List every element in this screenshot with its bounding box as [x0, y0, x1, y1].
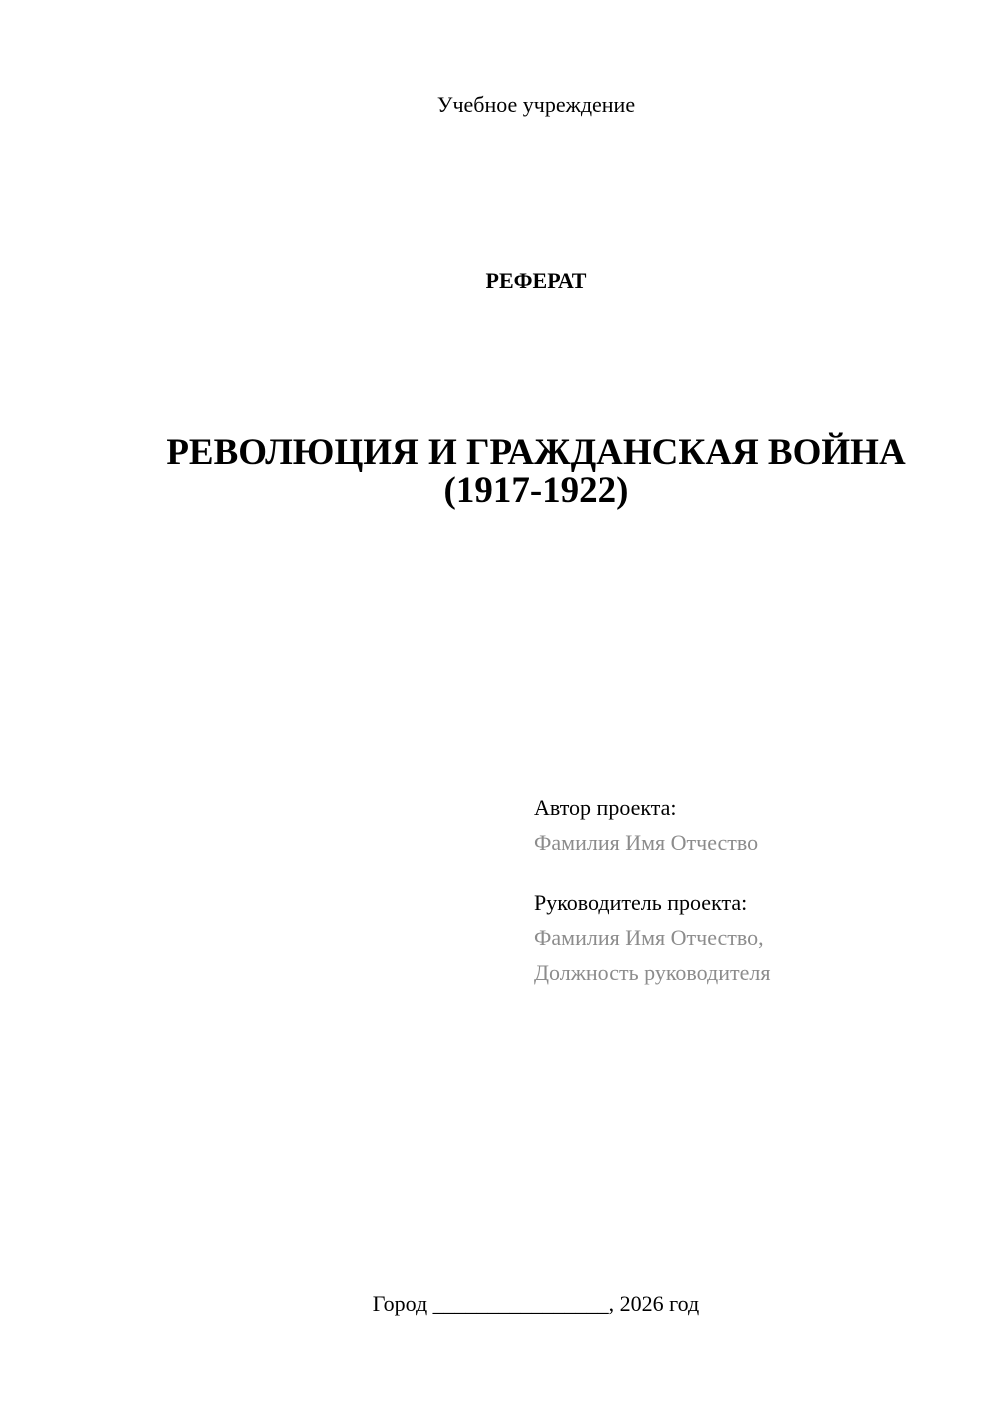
supervisor-position: Должность руководителя [534, 960, 771, 985]
title-line-1: РЕВОЛЮЦИЯ И ГРАЖДАНСКАЯ ВОЙНА [166, 432, 906, 473]
credits-block [534, 790, 770, 990]
document-type: РЕФЕРАТ [485, 268, 587, 293]
credits-spacer [534, 860, 770, 885]
institution-name: Учебное учреждение [436, 92, 636, 117]
title-line-2: (1917-1922) [443, 470, 629, 511]
author-name: Фамилия Имя Отчество [534, 830, 759, 855]
supervisor-label: Руководитель проекта: [534, 890, 748, 915]
supervisor-name: Фамилия Имя Отчество, [534, 925, 764, 950]
author-label: Автор проекта: [534, 795, 677, 820]
document-title [0, 434, 1000, 510]
city-year-footer: Город ________________, 2026 год [372, 1291, 700, 1316]
